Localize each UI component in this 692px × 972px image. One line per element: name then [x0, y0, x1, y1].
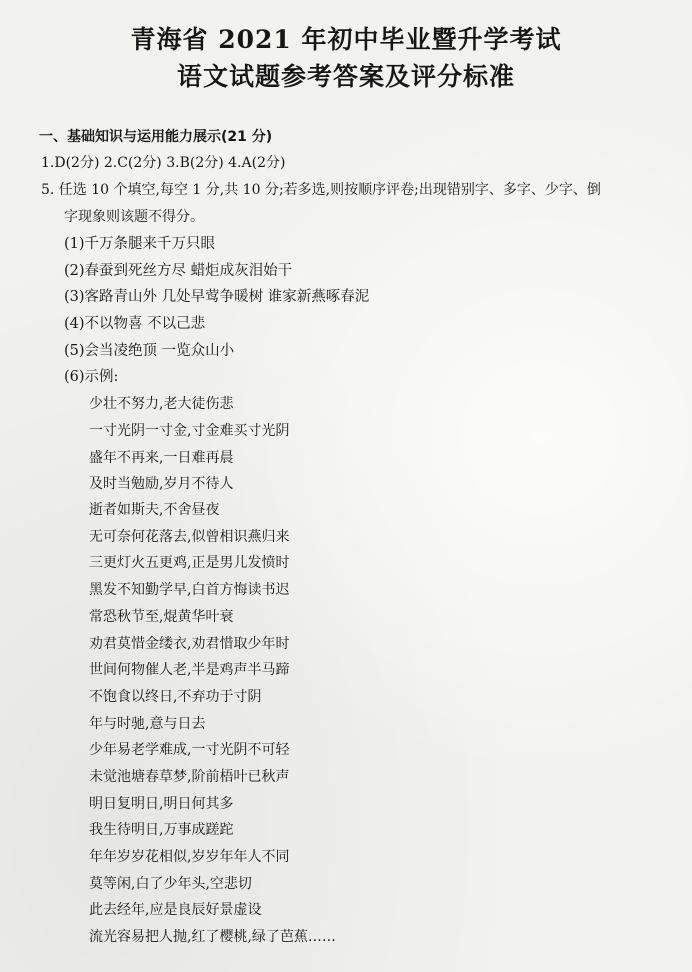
section-heading: 一、基础知识与运用能力展示(21 分)	[39, 129, 273, 145]
fill-answer-3: (3)客路青山外 几处早莺争暖树 谁家新燕啄春泥	[64, 289, 370, 305]
question5-instructions-line2: 字现象则该题不得分。	[64, 209, 204, 225]
example-line: 年年岁岁花相似,岁岁年年人不同	[89, 849, 290, 865]
example-line: 我生待明日,万事成蹉跎	[89, 822, 234, 838]
example-line: 劝君莫惜金缕衣,劝君惜取少年时	[89, 636, 290, 652]
example-line: 三更灯火五更鸡,正是男儿发愤时	[89, 555, 290, 571]
document-title-line1: 青海省 2021 年初中毕业暨升学考试	[130, 25, 562, 54]
example-line: 逝者如斯夫,不舍昼夜	[89, 502, 220, 518]
question5-instructions-line1: 5. 任选 10 个填空,每空 1 分,共 10 分;若多选,则按顺序评卷;出现错别字、多字、少字、倒	[41, 182, 601, 198]
example-line: 不饱食以终日,不弃功于寸阴	[89, 689, 262, 705]
fill-answer-4: (4)不以物喜 不以己悲	[64, 316, 206, 332]
example-line: 少年易老学难成,一寸光阴不可轻	[89, 742, 290, 758]
example-line: 少壮不努力,老大徒伤悲	[89, 396, 234, 412]
fill-answer-2: (2)春蚕到死丝方尽 蜡炬成灰泪始干	[64, 263, 293, 279]
example-line: 此去经年,应是良辰好景虚设	[89, 902, 262, 918]
example-line: 流光容易把人抛,红了樱桃,绿了芭蕉……	[89, 929, 336, 945]
answers-1-4: 1.D(2分) 2.C(2分) 3.B(2分) 4.A(2分)	[41, 155, 286, 171]
example-line: 及时当勉励,岁月不待人	[89, 476, 234, 492]
fill-answer-5: (5)会当凌绝顶 一览众山小	[64, 343, 235, 359]
example-line: 莫等闲,白了少年头,空悲切	[89, 876, 252, 892]
example-line: 一寸光阴一寸金,寸金难买寸光阴	[89, 423, 290, 439]
example-line: 世间何物催人老,半是鸡声半马蹄	[89, 662, 290, 678]
example-line: 无可奈何花落去,似曾相识燕归来	[89, 529, 290, 545]
fill-answer-1: (1)千万条腿来千万只眼	[64, 236, 216, 252]
fill-answer-6-heading: (6)示例:	[64, 369, 119, 385]
example-line: 明日复明日,明日何其多	[89, 796, 234, 812]
example-line: 黑发不知勤学早,白首方悔读书迟	[89, 582, 290, 598]
document-title-line2: 语文试题参考答案及评分标准	[176, 62, 515, 91]
example-line: 未觉池塘春草梦,阶前梧叶已秋声	[89, 769, 290, 785]
example-line: 年与时驰,意与日去	[89, 716, 206, 732]
example-line: 盛年不再来,一日难再晨	[89, 450, 234, 466]
example-line: 常恐秋节至,焜黄华叶衰	[89, 609, 234, 625]
